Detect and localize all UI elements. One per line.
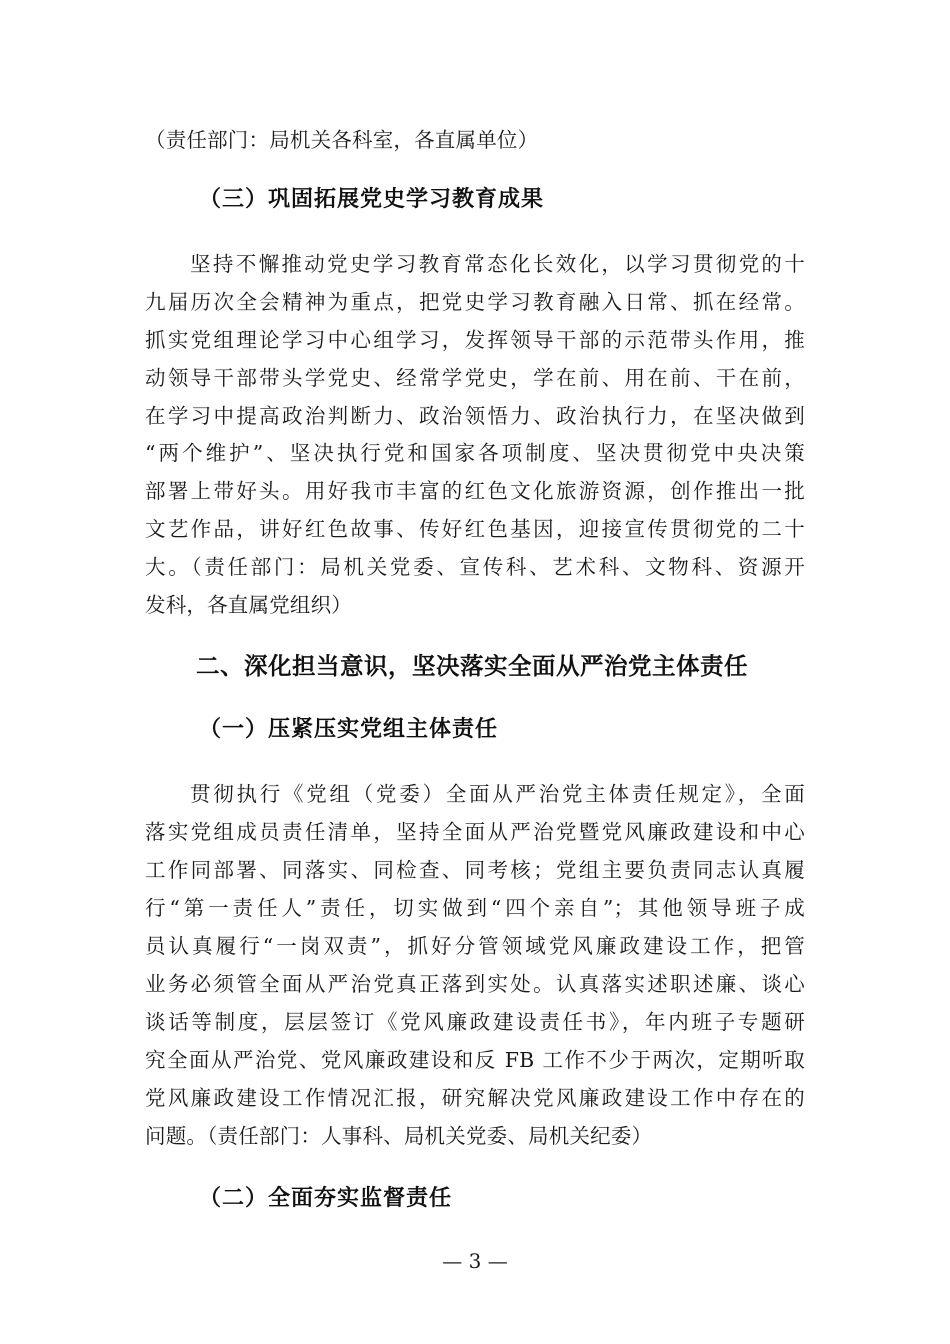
paragraph-line: 在学习中提高政治判断力、政治领悟力、政治执行力，在坚决做到 [145,404,805,428]
paragraph-line: “两个维护”、坚决执行党和国家各项制度、坚决贯彻党中央决策 [145,441,805,465]
section-2-1-heading: （一）压紧压实党组主体责任 [199,717,499,742]
paragraph-line: 坚持不懈推动党史学习教育常态化长效化，以学习贯彻党的十 [190,252,805,276]
paragraph-line: 动领导干部带头学党史、经常学党史，学在前、用在前、干在前， [145,366,805,390]
paragraph-line: 抓实党组理论学习中心组学习，发挥领导干部的示范带头作用，推 [145,328,805,352]
paragraph-line: 谈话等制度，层层签订《党风廉政建设责任书》，年内班子专题研 [145,1010,805,1034]
paragraph-line: 行“第一责任人”责任，切实做到“四个亲自”；其他领导班子成 [145,896,805,920]
top-responsibility-note: （责任部门：局机关各科室，各直属单位） [145,128,539,152]
paragraph-line: 业务必须管全面从严治党真正落到实处。认真落实述职述廉、谈心 [145,972,805,996]
paragraph-line: 落实党组成员责任清单，坚持全面从严治党暨党风廉政建设和中心 [145,820,805,844]
paragraph-line: 文艺作品，讲好红色故事、传好红色基因，迎接宣传贯彻党的二十 [145,517,805,541]
paragraph-line: 问题。（责任部门：人事科、局机关党委、局机关纪委） [145,1124,653,1148]
page-number: — 3 — [442,1249,508,1273]
paragraph-line: 大。（责任部门：局机关党委、宣传科、艺术科、文物科、资源开 [145,555,805,579]
paragraph-line: 工作同部署、同落实、同检查、同考核；党组主要负责同志认真履 [145,858,805,882]
chapter-2-heading: 二、深化担当意识，坚决落实全面从严治党主体责任 [196,652,748,680]
paragraph-line: 员认真履行“一岗双责”，抓好分管领域党风廉政建设工作，把管 [145,934,805,958]
paragraph-line: 九届历次全会精神为重点，把党史学习教育融入日常、抓在经常。 [145,290,805,314]
paragraph-line: 党风廉政建设工作情况汇报，研究解决党风廉政建设工作中存在的 [145,1086,805,1110]
paragraph-line: 究全面从严治党、党风廉政建设和反 FB 工作不少于两次，定期听取 [145,1048,805,1072]
paragraph-line: 贯彻执行《党组（党委）全面从严治党主体责任规定》，全面 [190,782,805,806]
paragraph-line: 部署上带好头。用好我市丰富的红色文化旅游资源，创作推出一批 [145,479,805,503]
paragraph-line: 发科，各直属党组织） [145,593,352,617]
section-3-heading: （三）巩固拓展党史学习教育成果 [199,187,545,212]
section-2-2-heading: （二）全面夯实监督责任 [199,1186,453,1211]
